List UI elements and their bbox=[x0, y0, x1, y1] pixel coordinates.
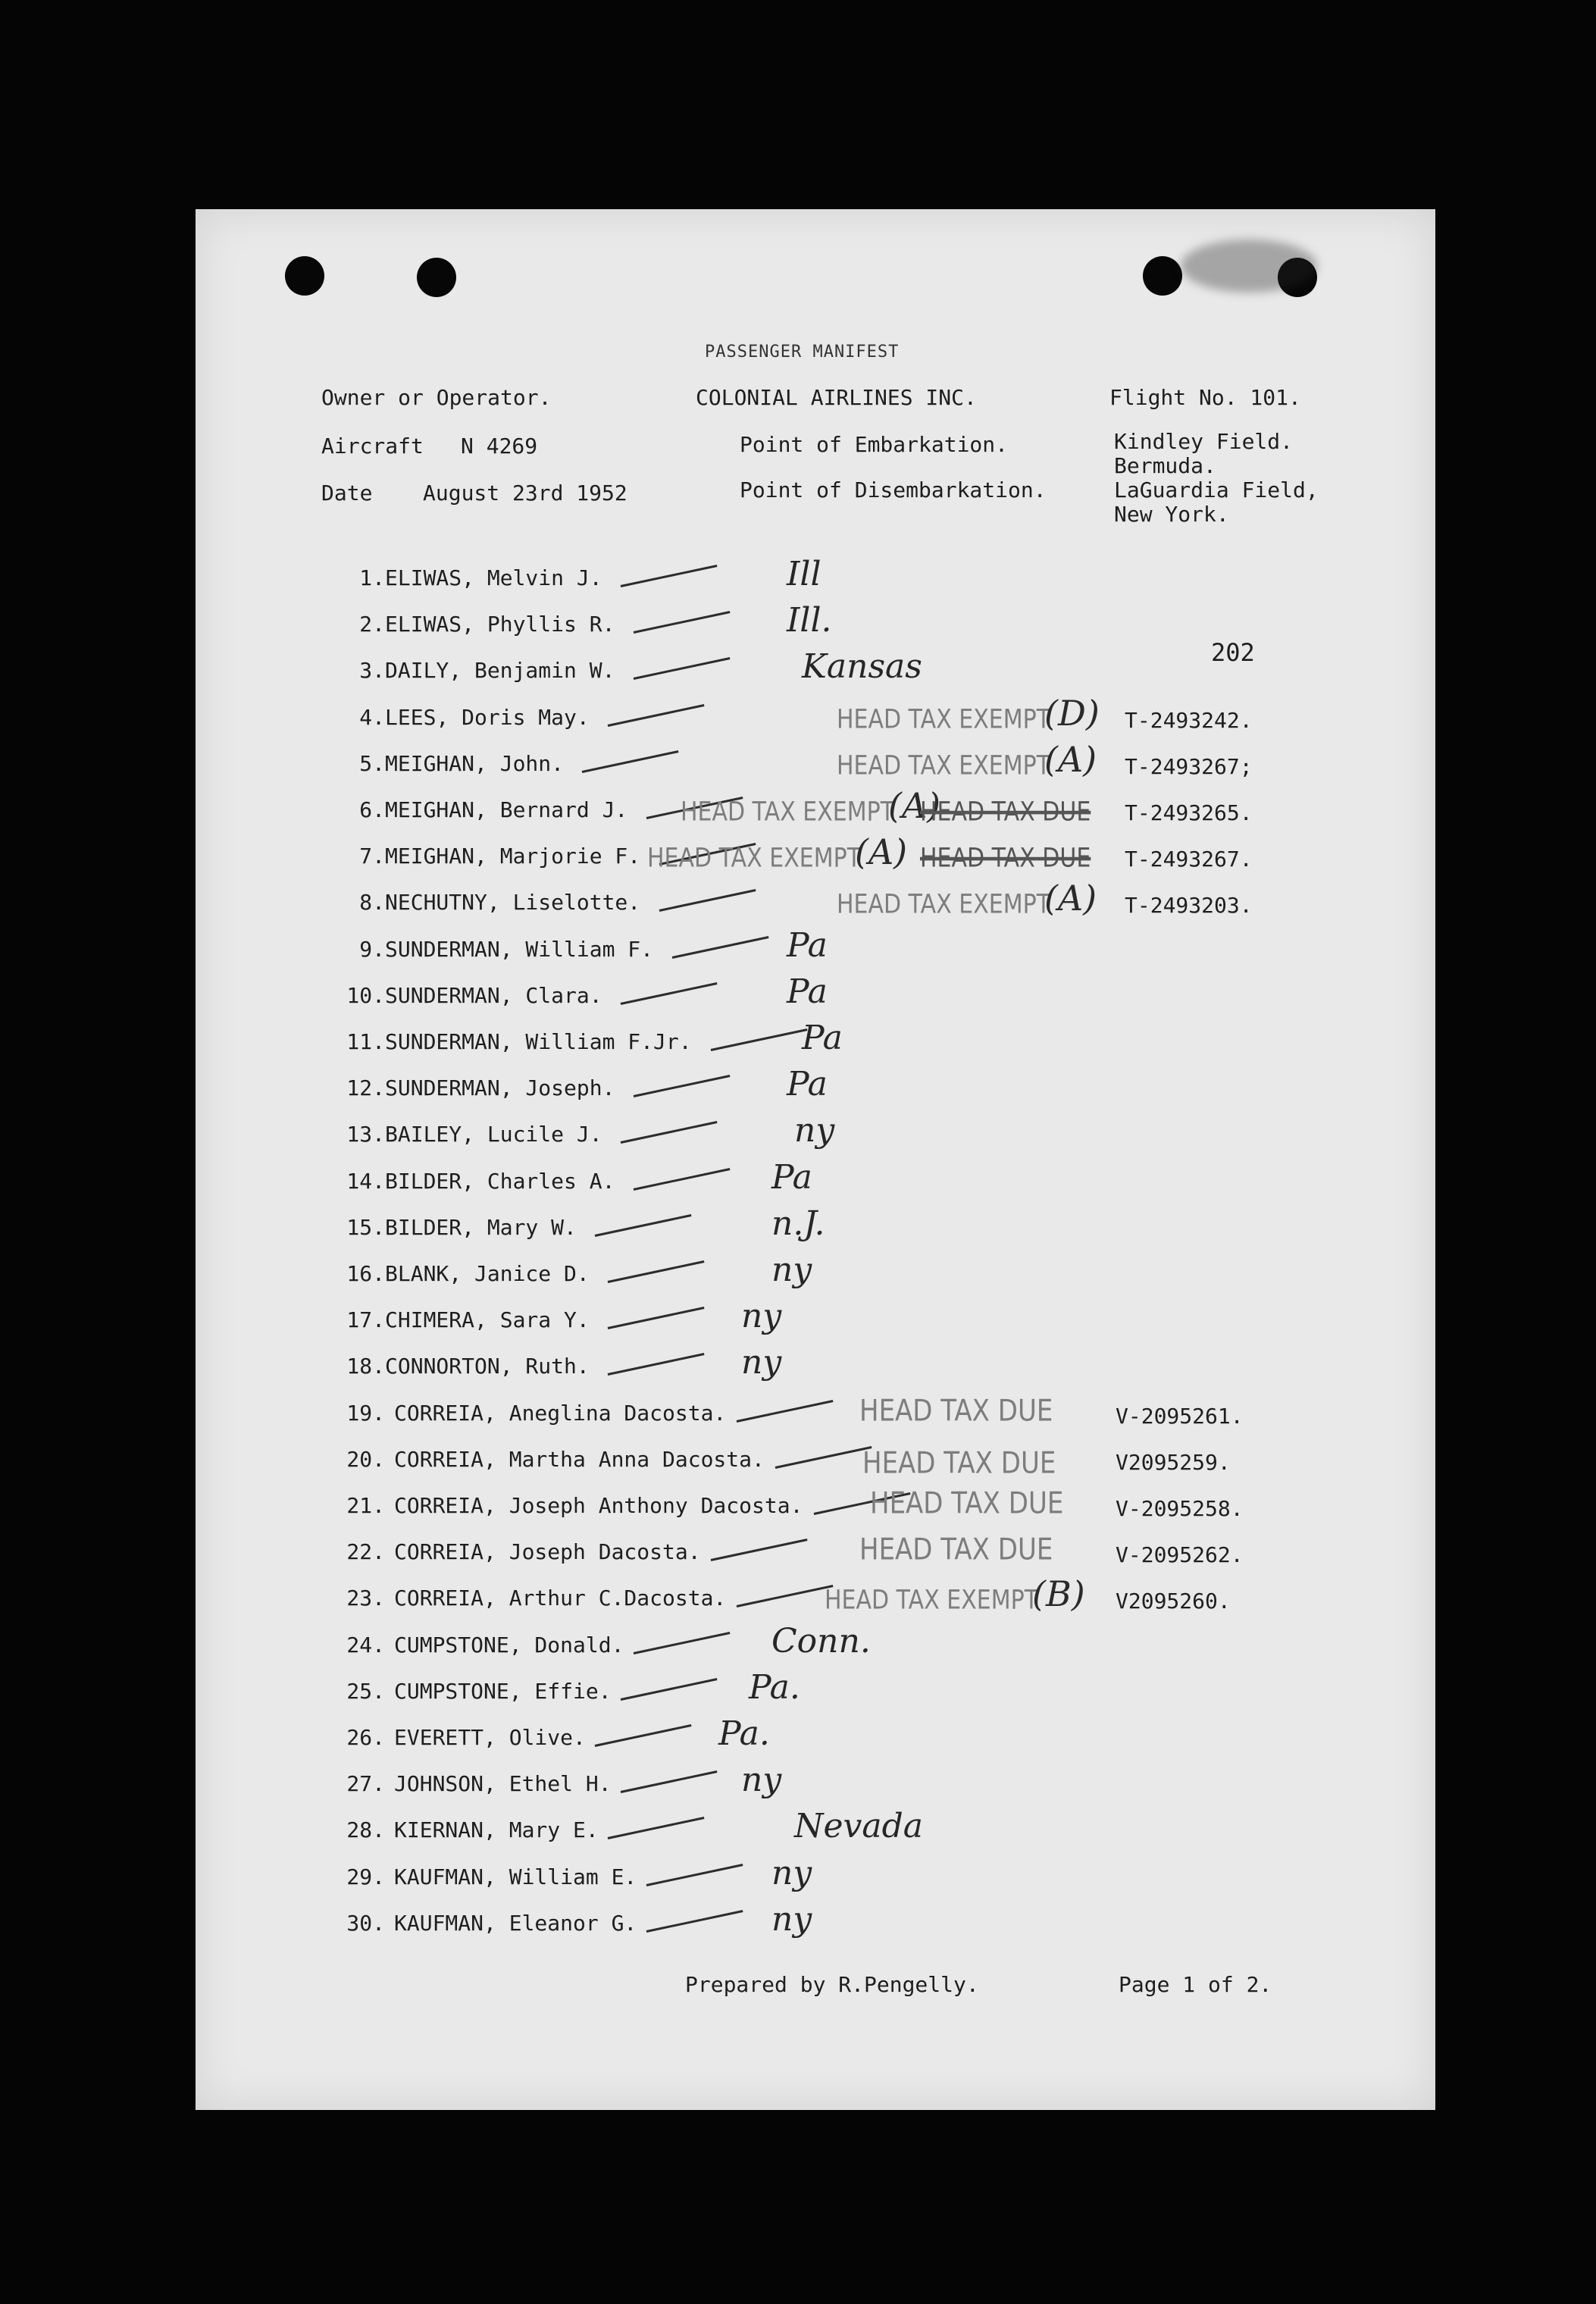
passenger-name: CUMPSTONE, Effie. bbox=[394, 1678, 612, 1704]
passenger-number: 5. bbox=[359, 750, 385, 776]
owner-label: Owner or Operator. bbox=[321, 385, 552, 410]
passenger-name: DAILY, Benjamin W. bbox=[385, 658, 615, 684]
passenger-row bbox=[196, 738, 1435, 794]
passenger-number: 3. bbox=[359, 658, 385, 684]
handwritten-state: Conn. bbox=[771, 1621, 871, 1661]
flight-label: Flight No. 101. bbox=[1109, 385, 1301, 410]
handwritten-state: Nevada bbox=[794, 1807, 924, 1846]
passenger-row bbox=[196, 1447, 1435, 1489]
passenger-number: 20. bbox=[346, 1446, 385, 1472]
passenger-name: CORREIA, Joseph Dacosta. bbox=[394, 1539, 701, 1565]
handwritten-state: n.J. bbox=[771, 1204, 825, 1243]
passenger-row bbox=[196, 1532, 1435, 1582]
passenger-number: 7. bbox=[359, 844, 385, 869]
punch-hole-left-1 bbox=[285, 256, 324, 296]
corner-page-number: 202 bbox=[1211, 638, 1255, 667]
passenger-name: SUNDERMAN, Clara. bbox=[385, 982, 602, 1008]
head-tax-stamp: HEAD TAX DUE bbox=[859, 1532, 1053, 1568]
handwritten-state: ny bbox=[741, 1761, 782, 1800]
head-tax-stamp: HEAD TAX EXEMPT bbox=[837, 750, 1051, 781]
pen-stroke bbox=[737, 1400, 834, 1423]
aircraft-value: N 4269 bbox=[461, 434, 538, 459]
certificate-number: T-2493267. bbox=[1125, 847, 1253, 872]
pen-stroke bbox=[621, 565, 718, 587]
passenger-name: CORREIA, Martha Anna Dacosta. bbox=[394, 1446, 765, 1472]
pen-stroke bbox=[659, 889, 756, 912]
passenger-name: SUNDERMAN, Joseph. bbox=[385, 1075, 615, 1101]
passenger-name: LEES, Doris May. bbox=[385, 704, 590, 730]
date-label: Date bbox=[321, 481, 373, 506]
handwritten-state: ny bbox=[771, 1251, 812, 1289]
passenger-name: CORREIA, Joseph Anthony Dacosta. bbox=[394, 1493, 803, 1518]
pen-stroke bbox=[646, 1864, 743, 1886]
scan-smudge bbox=[1181, 239, 1317, 293]
embark-value-1: Kindley Field. bbox=[1114, 429, 1294, 454]
disembark-value-1: LaGuardia Field, bbox=[1114, 477, 1319, 502]
passenger-number: 19. bbox=[346, 1400, 385, 1426]
handwritten-state: Pa. bbox=[718, 1714, 770, 1753]
passenger-row bbox=[196, 785, 1435, 840]
pen-stroke bbox=[634, 611, 731, 634]
pen-stroke bbox=[608, 1817, 705, 1839]
certificate-number: V-2095258. bbox=[1116, 1496, 1244, 1521]
passenger-row bbox=[196, 1251, 1435, 1304]
stamp-category-letter: (A) bbox=[888, 785, 941, 826]
stamp-category-letter: (A) bbox=[1044, 738, 1097, 780]
embark-value-2: Bermuda. bbox=[1114, 453, 1216, 478]
head-tax-stamp: HEAD TAX DUE bbox=[870, 1486, 1064, 1521]
passenger-name: BLANK, Janice D. bbox=[385, 1261, 590, 1286]
pen-stroke bbox=[775, 1446, 872, 1469]
passenger-number: 12. bbox=[346, 1075, 385, 1101]
passenger-number: 27. bbox=[346, 1771, 385, 1797]
head-tax-stamp: HEAD TAX EXEMPT bbox=[837, 703, 1051, 735]
pen-stroke bbox=[595, 1214, 692, 1237]
prepared-by: Prepared by R.Pengelly. bbox=[685, 1972, 979, 1997]
passenger-number: 2. bbox=[359, 612, 385, 637]
passenger-row bbox=[196, 1204, 1435, 1257]
passenger-row bbox=[196, 1393, 1435, 1443]
passenger-name: SUNDERMAN, William F.Jr. bbox=[385, 1029, 692, 1054]
passenger-name: KIERNAN, Mary E. bbox=[394, 1817, 599, 1843]
certificate-number: V2095259. bbox=[1116, 1449, 1231, 1475]
handwritten-state: Ill. bbox=[787, 601, 832, 640]
punch-hole-left-2 bbox=[417, 258, 456, 297]
passenger-name: JOHNSON, Ethel H. bbox=[394, 1771, 612, 1797]
passenger-row bbox=[196, 831, 1435, 886]
head-tax-stamp: HEAD TAX EXEMPT bbox=[825, 1585, 1039, 1617]
handwritten-state: Pa bbox=[787, 1065, 828, 1104]
pen-stroke bbox=[646, 1910, 743, 1933]
passenger-row bbox=[196, 1899, 1435, 1953]
passenger-name: CORREIA, Arthur C.Dacosta. bbox=[394, 1586, 727, 1611]
pen-stroke bbox=[621, 1770, 718, 1793]
owner-value: COLONIAL AIRLINES INC. bbox=[696, 385, 977, 410]
passenger-name: SUNDERMAN, William F. bbox=[385, 936, 654, 962]
punch-hole-right-1 bbox=[1143, 256, 1182, 296]
pen-stroke bbox=[621, 1121, 718, 1144]
passenger-number: 28. bbox=[346, 1817, 385, 1843]
passenger-number: 15. bbox=[346, 1214, 385, 1240]
certificate-number: V-2095262. bbox=[1116, 1542, 1244, 1568]
passenger-name: KAUFMAN, Eleanor G. bbox=[394, 1910, 637, 1936]
handwritten-state: Pa bbox=[787, 972, 828, 1011]
passenger-name: BAILEY, Lucile J. bbox=[385, 1122, 602, 1147]
struck-head-tax-due: HEAD TAX DUE bbox=[920, 843, 1091, 874]
pen-stroke bbox=[608, 1307, 705, 1329]
pen-stroke bbox=[582, 750, 679, 773]
passenger-number: 1. bbox=[359, 565, 385, 590]
certificate-number: V-2095261. bbox=[1116, 1403, 1244, 1429]
handwritten-state: Ill bbox=[787, 555, 821, 593]
passenger-row bbox=[196, 1807, 1435, 1860]
manifest-page bbox=[196, 209, 1435, 2110]
passenger-number: 29. bbox=[346, 1864, 385, 1889]
certificate-number: V2095260. bbox=[1116, 1589, 1231, 1614]
passenger-name: KAUFMAN, William E. bbox=[394, 1864, 637, 1889]
stamp-category-letter: (A) bbox=[855, 831, 908, 873]
passenger-row bbox=[196, 1714, 1435, 1767]
pen-stroke bbox=[634, 1632, 731, 1654]
pen-stroke bbox=[711, 1539, 808, 1561]
stamp-category-letter: (D) bbox=[1044, 692, 1100, 734]
document-title: PASSENGER MANIFEST bbox=[705, 343, 900, 362]
passenger-name: ELIWAS, Phyllis R. bbox=[385, 612, 615, 637]
pen-stroke bbox=[737, 1585, 834, 1607]
passenger-name: ELIWAS, Melvin J. bbox=[385, 565, 602, 590]
passenger-number: 25. bbox=[346, 1678, 385, 1704]
passenger-name: MEIGHAN, Marjorie F. bbox=[385, 844, 641, 869]
passenger-name: CORREIA, Aneglina Dacosta. bbox=[394, 1400, 727, 1426]
passenger-name: CUMPSTONE, Donald. bbox=[394, 1632, 624, 1658]
passenger-row bbox=[196, 1486, 1435, 1535]
passenger-row bbox=[196, 1667, 1435, 1721]
passenger-row bbox=[196, 1297, 1435, 1350]
handwritten-state: ny bbox=[771, 1899, 812, 1939]
passenger-name: CONNORTON, Ruth. bbox=[385, 1354, 590, 1379]
date-value: August 23rd 1952 bbox=[423, 481, 627, 506]
pen-stroke bbox=[608, 1260, 705, 1283]
handwritten-state: ny bbox=[771, 1853, 812, 1892]
passenger-number: 24. bbox=[346, 1632, 385, 1658]
head-tax-stamp: HEAD TAX DUE bbox=[859, 1393, 1053, 1429]
passenger-number: 9. bbox=[359, 936, 385, 962]
certificate-number: T-2493267; bbox=[1125, 753, 1253, 779]
passenger-name: EVERETT, Olive. bbox=[394, 1725, 586, 1750]
passenger-number: 11. bbox=[346, 1029, 385, 1054]
handwritten-state: Pa bbox=[802, 1019, 843, 1057]
head-tax-stamp: HEAD TAX DUE bbox=[862, 1445, 1056, 1481]
certificate-number: T-2493265. bbox=[1125, 800, 1253, 825]
passenger-number: 13. bbox=[346, 1122, 385, 1147]
passenger-row bbox=[196, 692, 1435, 747]
disembark-label: Point of Disembarkation. bbox=[740, 477, 1047, 502]
pen-stroke bbox=[621, 1678, 718, 1701]
passenger-number: 23. bbox=[346, 1586, 385, 1611]
head-tax-stamp: HEAD TAX EXEMPT bbox=[837, 889, 1051, 921]
passenger-number: 8. bbox=[359, 890, 385, 916]
pen-stroke bbox=[608, 1353, 705, 1376]
handwritten-state: Pa. bbox=[749, 1667, 800, 1707]
passenger-number: 10. bbox=[346, 982, 385, 1008]
pen-stroke bbox=[672, 936, 769, 959]
handwritten-state: ny bbox=[741, 1343, 782, 1382]
passenger-name: MEIGHAN, Bernard J. bbox=[385, 797, 628, 822]
struck-head-tax-due: HEAD TAX DUE bbox=[920, 797, 1091, 828]
stamp-category-letter: (A) bbox=[1044, 878, 1097, 919]
handwritten-state: Kansas bbox=[802, 647, 922, 687]
passenger-number: 21. bbox=[346, 1493, 385, 1518]
passenger-name: CHIMERA, Sara Y. bbox=[385, 1307, 590, 1333]
stamp-category-letter: (B) bbox=[1032, 1573, 1085, 1615]
certificate-number: T-2493242. bbox=[1125, 707, 1253, 733]
passenger-number: 26. bbox=[346, 1725, 385, 1750]
passenger-number: 14. bbox=[346, 1168, 385, 1194]
passenger-number: 30. bbox=[346, 1910, 385, 1936]
embark-label: Point of Embarkation. bbox=[740, 432, 1009, 457]
passenger-name: BILDER, Charles A. bbox=[385, 1168, 615, 1194]
pen-stroke bbox=[621, 982, 718, 1005]
passenger-number: 6. bbox=[359, 797, 385, 822]
passenger-row bbox=[196, 1621, 1435, 1675]
passenger-number: 16. bbox=[346, 1261, 385, 1286]
head-tax-stamp: HEAD TAX EXEMPT bbox=[681, 797, 895, 828]
handwritten-state: ny bbox=[794, 1111, 835, 1150]
aircraft-label: Aircraft bbox=[321, 434, 424, 459]
pen-stroke bbox=[634, 1168, 731, 1191]
pen-stroke bbox=[608, 704, 705, 727]
passenger-name: BILDER, Mary W. bbox=[385, 1214, 577, 1240]
passenger-row bbox=[196, 1343, 1435, 1396]
passenger-name: MEIGHAN, John. bbox=[385, 750, 565, 776]
passenger-name: NECHUTNY, Liselotte. bbox=[385, 890, 641, 916]
passenger-row bbox=[196, 1853, 1435, 1907]
pen-stroke bbox=[595, 1724, 692, 1747]
head-tax-stamp: HEAD TAX EXEMPT bbox=[647, 843, 862, 874]
page-of: Page 1 of 2. bbox=[1119, 1972, 1272, 1997]
handwritten-state: Pa bbox=[771, 1157, 812, 1197]
passenger-number: 17. bbox=[346, 1307, 385, 1333]
handwritten-state: Pa bbox=[787, 925, 828, 965]
pen-stroke bbox=[634, 1075, 731, 1097]
handwritten-state: ny bbox=[741, 1297, 782, 1336]
pen-stroke bbox=[711, 1028, 808, 1051]
disembark-value-2: New York. bbox=[1114, 502, 1229, 527]
passenger-row bbox=[196, 1111, 1435, 1164]
certificate-number: T-2493203. bbox=[1125, 893, 1253, 919]
pen-stroke bbox=[634, 657, 731, 680]
passenger-number: 18. bbox=[346, 1354, 385, 1379]
passenger-number: 22. bbox=[346, 1539, 385, 1565]
passenger-number: 4. bbox=[359, 704, 385, 730]
